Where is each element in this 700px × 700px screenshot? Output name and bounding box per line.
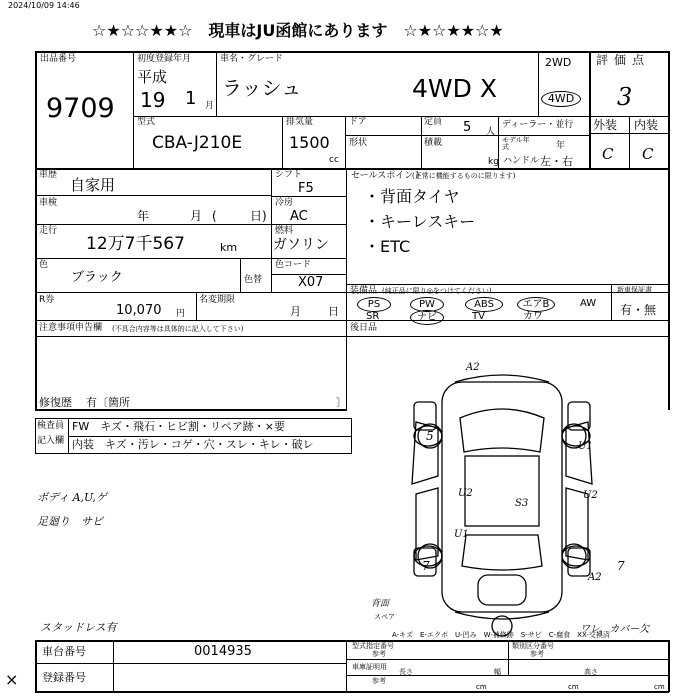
aircon-value: AC: [290, 209, 308, 224]
aftermarket-label: 後日品: [350, 323, 378, 333]
inspector-row-exterior: FW キズ・飛石・ヒビ割・リペア跡・×要: [72, 420, 285, 433]
dealer-label: ディーラー・並行: [502, 120, 574, 130]
recycle-label: R券: [39, 295, 55, 305]
registration-label: 登録番号: [42, 671, 86, 684]
equip-pw: PW: [410, 297, 444, 312]
mileage-label: 走行: [39, 226, 58, 236]
repair-label: 修復歴: [39, 396, 72, 409]
mileage-value: 12万7千567: [86, 234, 185, 254]
damage-front-left-wheel: 5: [426, 429, 434, 443]
attention-note: (不具合内容等は具体的に記入して下さい): [112, 325, 244, 333]
sales-point-1: ・背面タイヤ: [364, 187, 460, 206]
fuel-label: 燃料: [275, 226, 294, 236]
equip-navi: ナビ: [410, 310, 444, 325]
recycle-unit: 円: [176, 309, 186, 319]
history-value: 自家用: [70, 176, 116, 194]
damage-front-a2: A2: [466, 362, 480, 373]
month-unit: 月: [205, 101, 215, 111]
color-code-value: X07: [298, 275, 324, 290]
color-label: 色: [39, 260, 49, 270]
damage-legend: A-キズ E-エクボ U-凹み W-補修跡 S-サビ C-腐食 XX-交換済: [392, 631, 610, 639]
name-change-month: 月: [290, 305, 301, 318]
cert-length-label: 長さ: [399, 668, 413, 676]
shift-label: シフト: [275, 170, 303, 180]
damage-left-rear-door: U1: [454, 529, 469, 540]
name-change-day: 日: [328, 305, 339, 318]
equip-airbag: エアB: [517, 297, 555, 312]
color-change-label: 色替: [244, 275, 263, 285]
equip-aw: AW: [580, 298, 597, 309]
damage-left-front-door: U2: [458, 488, 473, 499]
handle-label: ハンドル: [503, 156, 540, 166]
damage-rear-right-wheel: 7: [617, 559, 625, 573]
exterior-label: 外装: [593, 118, 618, 132]
interior-label: 内装: [634, 118, 659, 132]
damage-front-right-fender: U1: [578, 441, 593, 452]
damage-rear-left-wheel: 7: [422, 559, 430, 573]
first-reg-label: 初度登録年月: [137, 54, 192, 64]
shift-value: F5: [298, 181, 314, 196]
capacity-label: 定員: [424, 117, 443, 127]
first-reg-month: 1: [185, 88, 197, 109]
displacement-label: 排気量: [286, 117, 314, 127]
note-chassis-rust: 足廻り サビ: [37, 515, 103, 528]
type-designation-ref: 参考: [372, 650, 386, 658]
damage-roof: S3: [515, 498, 529, 509]
equip-sr: SR: [366, 311, 380, 322]
equip-tv: TV: [472, 311, 485, 322]
capacity-unit: 人: [486, 127, 496, 137]
cert-width-label: 幅: [494, 668, 501, 676]
lot-number: 9709: [46, 93, 115, 124]
exterior-value: C: [602, 145, 614, 163]
car-name: ラッシュ: [222, 76, 302, 100]
grade-eval-value: 3: [617, 83, 633, 111]
cert-dims-ref: 参考: [372, 677, 386, 685]
cert-height-label: 高さ: [584, 668, 598, 676]
sales-point-3: ・ETC: [364, 237, 411, 256]
color-code-label: 色コード: [275, 260, 312, 270]
color-value: ブラック: [71, 270, 123, 285]
class-number-ref: 参考: [530, 650, 544, 658]
model-year-unit: 年: [556, 141, 566, 151]
cert-width-unit: cm: [568, 683, 579, 691]
inspection-paren: (: [212, 209, 217, 223]
inspection-label: 車検: [39, 198, 58, 208]
warranty-value: 有・無: [620, 303, 657, 317]
first-reg-era: 平成: [137, 68, 168, 86]
damage-right-front-door: U2: [583, 490, 598, 501]
repair-close: 〕: [336, 396, 347, 409]
note-body: ボディ A,U,ゲ: [37, 491, 107, 504]
model-label: 型式: [137, 117, 156, 127]
load-unit: kg: [488, 157, 499, 167]
sales-points-label: セールスポイント: [351, 171, 423, 181]
repair-value: 有〔箇所: [86, 396, 130, 409]
cert-dims-label: 車庫証明用: [352, 663, 387, 671]
attention-label: 注意事項申告欄: [39, 323, 103, 333]
inspector-label-1: 検査員: [37, 421, 65, 431]
equipment-label: 装備品: [350, 286, 378, 296]
grade-eval-label: 評価点: [596, 53, 651, 67]
mileage-unit: km: [220, 241, 238, 254]
inspection-day: 日): [250, 209, 267, 223]
class-number-label: 類別区分番号: [512, 642, 554, 650]
handle-value: 左・右: [540, 155, 573, 168]
interior-value: C: [642, 145, 654, 163]
lot-label: 出品番号: [40, 54, 77, 64]
note-studless: スタッドレス有: [40, 621, 117, 634]
name-change-label: 名変期限: [199, 295, 236, 305]
inspection-year: 年: [137, 209, 150, 223]
history-label: 車歴: [39, 170, 58, 180]
spare-label: スペア: [374, 613, 395, 621]
sales-points-note: (正常に機能するものに限ります): [412, 172, 516, 180]
cert-height-unit: cm: [654, 683, 665, 691]
chassis-value: 0014935: [194, 644, 252, 659]
door-label: ドア: [349, 117, 367, 127]
drive-2wd: 2WD: [545, 56, 572, 69]
chassis-label: 車台番号: [42, 645, 86, 658]
note-cross: ×: [5, 670, 19, 689]
car-name-label: 車名・グレード: [220, 54, 284, 64]
model-year-label: モデル年式: [502, 136, 530, 151]
inspector-row-interior: 内装 キズ・汚レ・コゲ・穴・スレ・キレ・破レ: [72, 438, 314, 451]
equipment-note: (純正品に限り◎をつけてください): [382, 287, 492, 295]
aircon-label: 冷房: [275, 198, 294, 208]
vehicle-damage-diagram: [350, 360, 670, 638]
damage-rear-a2: A2: [588, 572, 602, 583]
equip-leather: カワ: [523, 311, 543, 322]
displacement-unit: cc: [329, 155, 339, 165]
recycle-value: 10,070: [116, 303, 162, 318]
equip-abs: ABS: [465, 297, 503, 312]
fuel-value: ガソリン: [273, 237, 329, 253]
warranty-label: 新車保証書: [617, 286, 652, 294]
damage-note-crack-cover: ワレ、カバー欠: [580, 624, 650, 635]
load-label: 積載: [424, 138, 443, 148]
capacity-value: 5: [463, 120, 472, 135]
equip-ps: PS: [357, 297, 391, 312]
timestamp: 2024/10/09 14:46: [8, 1, 80, 10]
damage-spare-rear: 背面: [371, 599, 390, 609]
drive-4wd-circled: 4WD: [541, 91, 581, 107]
cert-length-unit: cm: [476, 683, 487, 691]
model-value: CBA-J210E: [152, 133, 243, 153]
location-banner: ☆★☆☆★★☆ 現車はJU函館にあります ☆★☆★★☆★: [92, 21, 504, 40]
type-designation-label: 型式指定番号: [352, 642, 394, 650]
sales-point-2: ・キーレスキー: [364, 212, 476, 231]
shape-label: 形状: [349, 138, 368, 148]
inspector-label-2: 記入欄: [37, 436, 65, 446]
displacement-value: 1500: [289, 133, 330, 152]
inspection-month: 月: [190, 209, 203, 223]
first-reg-year: 19: [140, 88, 166, 112]
car-grade: 4WD X: [412, 74, 497, 103]
